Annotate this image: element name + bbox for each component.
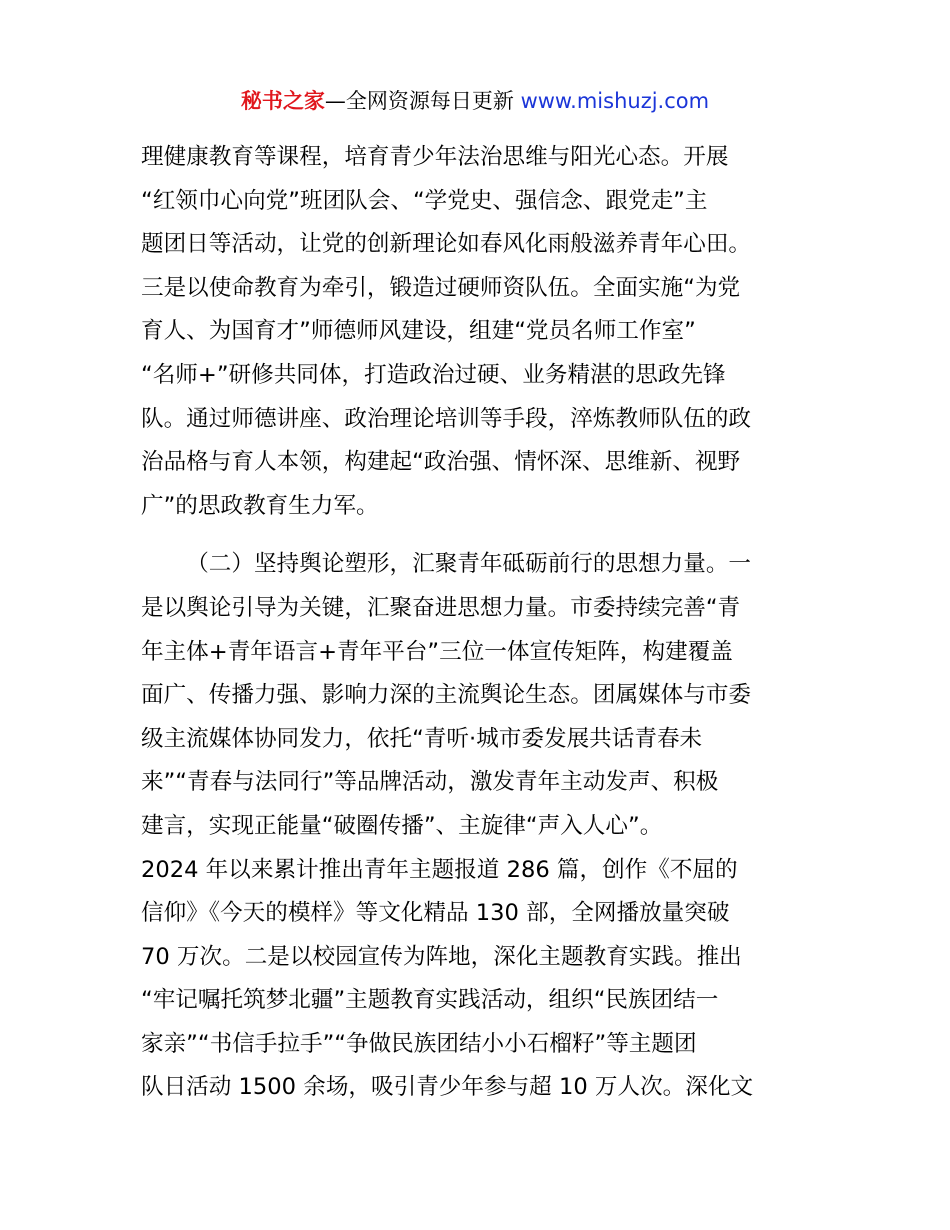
site-tagline: —全网资源每日更新: [324, 89, 521, 113]
text-line: 家亲”“书信手拉手”“争做民族团结小小石榴籽”等主题团: [141, 1030, 697, 1057]
text-line: 信仰》《今天的模样》等文化精品 130 部，全网播放量突破: [141, 900, 730, 927]
text-line: 年主体+青年语言+青年平台”三位一体宣传矩阵，构建覆盖: [141, 638, 733, 665]
text-line: 三是以使命教育为牵引，锻造过硬师资队伍。全面实施“为党: [141, 274, 741, 301]
document-body: [141, 136, 811, 1110]
text-line: （二）坚持舆论塑形，汇聚青年砥砺前行的思想力量。一: [186, 551, 752, 578]
paragraph-gap: [141, 528, 811, 543]
text-line: “名师+”研修共同体，打造政治过硬、业务精湛的思政先锋: [141, 361, 726, 388]
text-line: 70 万次。二是以校园宣传为阵地，深化主题教育实践。推出: [141, 943, 742, 970]
text-line: 队日活动 1500 余场，吸引青少年参与超 10 万人次。深化文: [141, 1074, 754, 1101]
text-line: 来”“青春与法同行”等品牌活动，激发青年主动发声、积极: [141, 769, 719, 796]
paragraph-1: [141, 136, 811, 528]
text-line: 2024 年以来累计推出青年主题报道 286 篇，创作《不屈的: [141, 856, 738, 883]
text-line: 治品格与育人本领，构建起“政治强、情怀深、思维新、视野: [141, 449, 741, 476]
text-line: 面广、传播力强、影响力深的主流舆论生态。团属媒体与市委: [141, 682, 752, 709]
text-line: 广”的思政教育生力军。: [141, 492, 379, 519]
text-line: 理健康教育等课程，培育青少年法治思维与阳光心态。开展: [141, 144, 729, 170]
text-line: “红领巾心向党”班团队会、“学党史、强信念、跟党走”主: [141, 187, 708, 214]
site-header: [0, 86, 950, 116]
text-line: 题团日等活动，让党的创新理论如春风化雨般滋养青年心田。: [141, 231, 752, 258]
text-line: 级主流媒体协同发力，依托“青听·城市委发展共话青春未: [141, 725, 703, 752]
text-line: 育人、为国育才”师德师风建设，组建“党员名师工作室”: [141, 318, 696, 345]
text-line: “牢记嘱托筑梦北疆”主题教育实践活动，组织“民族团结一: [141, 987, 719, 1014]
text-line: 队。通过师德讲座、政治理论培训等手段，淬炼教师队伍的政: [141, 405, 752, 432]
paragraph-2: [141, 543, 811, 1110]
text-line: 建言，实现正能量“破圈传播”、主旋律“声入人心”。: [141, 812, 663, 839]
text-line: 是以舆论引导为关键，汇聚奋进思想力量。市委持续完善“青: [141, 594, 741, 621]
site-url-link[interactable]: www.mishuzj.com: [520, 89, 710, 113]
site-brand: 秘书之家: [240, 89, 325, 113]
